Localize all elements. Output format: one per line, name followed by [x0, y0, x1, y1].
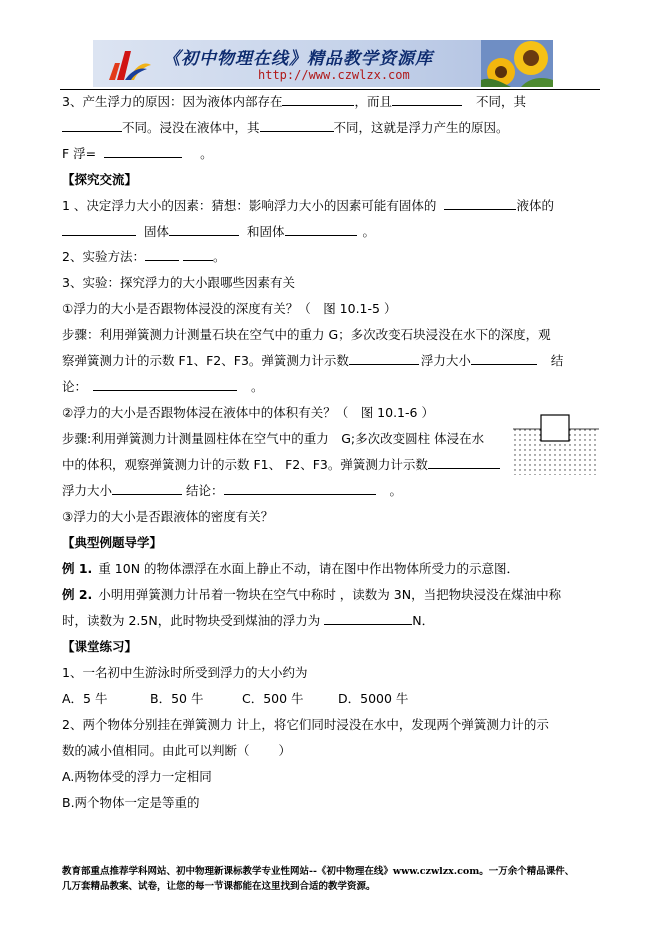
footer-line-2: 几万套精品教案、试卷，让您的每一节课都能在这里找到合适的教学资源。 — [62, 881, 376, 892]
sub1-title: ①浮力的大小是否跟物体浸没的深度有关？（ 图 10.1-5 ） — [62, 301, 397, 316]
explore-text: 液体的 — [516, 198, 554, 213]
fill-blank — [104, 145, 182, 158]
sub1-text: 察弹簧测力计的示数 F1、F2、F3。弹簧测力计示数 — [62, 353, 349, 368]
explore-text: 和固体 — [247, 224, 285, 239]
option-b: B．50 牛 — [150, 691, 204, 706]
fill-blank — [285, 223, 357, 236]
explore-text: 。 — [362, 224, 376, 239]
practice-q2-option-b: B.两个物体一定是等重的 — [62, 795, 200, 810]
fill-blank — [392, 93, 462, 106]
fill-blank — [62, 119, 122, 132]
header-rule — [60, 89, 600, 90]
fill-blank — [260, 119, 334, 132]
example-text: N． — [412, 613, 435, 628]
sub3-title: ③浮力的大小是否跟液体的密度有关？ — [62, 509, 274, 524]
banner-title: 《初中物理在线》精品教学资源库 — [163, 49, 433, 69]
sub2-steps-1: 步骤:利用弹簧测力计测量圆柱体在空气中的重力 G;多次改变圆柱 体浸在水 — [62, 431, 485, 446]
practice-q2: 2、两个物体分别挂在弹簧测力 计上，将它们同时浸没在水中，发现两个弹簧测力计的示 — [62, 717, 549, 732]
sub2-text: 。 — [389, 483, 403, 498]
practice-q2-cont: 数的减小值相同。由此可以判断（ ） — [62, 743, 291, 758]
practice-q1-options — [62, 690, 408, 708]
q3-text: 不同，其 — [475, 94, 526, 109]
explore-text: 。 — [212, 249, 226, 264]
q3-text: 不同。浸没在液体中，其 — [122, 120, 260, 135]
section-heading: 【课堂练习】 — [62, 639, 138, 654]
example-2 — [62, 586, 561, 604]
explore-item-3: 3、实验：探究浮力的大小跟哪些因素有关 — [62, 275, 295, 290]
q3-line-2 — [62, 119, 509, 137]
fill-blank — [183, 248, 213, 261]
fill-blank — [444, 197, 516, 210]
practice-q1: 1、一名初中生游泳时所受到浮力的大小约为 — [62, 665, 308, 680]
sub1-steps-2 — [62, 352, 563, 370]
practice-q2-option-a: A.两物体受的浮力一定相同 — [62, 769, 212, 784]
option-d: D．5000 牛 — [338, 691, 409, 706]
q3-text: 3、产生浮力的原因：因为液体内部存在 — [62, 94, 283, 109]
explore-item-1 — [62, 197, 554, 215]
fill-blank — [324, 612, 412, 625]
example-text: 小明用弹簧测力计吊着一物块在空气中称时 ，读数为 3N，当把物块浸没在煤油中称 — [98, 587, 562, 602]
sub2-steps-2 — [62, 456, 500, 474]
sub2-text: 中的体积，观察弹簧测力计的示数 F1、 F2、F3。弹簧测力计示数 — [62, 457, 428, 472]
sub1-steps-1: 步骤：利用弹簧测力计测量石块在空气中的重力 G；多次改变石块浸没在水下的深度，观 — [62, 327, 551, 342]
sub1-text: 。 — [251, 379, 264, 394]
fill-blank — [471, 352, 537, 365]
page-footer — [62, 864, 602, 894]
q3-text: ，而且 — [354, 94, 392, 109]
explore-text: 固体 — [144, 224, 170, 239]
fill-blank — [349, 352, 419, 365]
example-label: 例 2. — [62, 587, 93, 602]
q3-line-1 — [62, 93, 526, 111]
sub2-title: ②浮力的大小是否跟物体浸在液体中的体积有关？（ 图 10.1-6 ） — [62, 405, 434, 420]
q3-text: 。 — [200, 146, 213, 161]
section-heading: 【探究交流】 — [62, 172, 138, 187]
fill-blank — [93, 378, 237, 391]
example-text: 重 10N 的物体漂浮在水面上静止不动，请在图中作出物体所受力的示意图． — [98, 561, 520, 576]
sub2-text: 结论： — [186, 483, 224, 498]
sub1-steps-3 — [62, 378, 264, 396]
section-heading: 【典型例题导学】 — [62, 535, 163, 550]
example-text: 时，读数为 2.5N，此时物块受到煤油的浮力为 — [62, 613, 321, 628]
option-c: C．500 牛 — [242, 691, 304, 706]
fill-blank — [169, 223, 239, 236]
fill-blank — [112, 482, 182, 495]
example-1 — [62, 560, 519, 578]
cylinder-in-water-figure — [513, 413, 599, 475]
sub2-text: 浮力大小 — [62, 483, 113, 498]
explore-item-2 — [62, 248, 225, 266]
footer-line-1: 教育部重点推荐学科网站、初中物理新课标教学专业性网站--《初中物理在线》www.czwlzx.com。一万余个精品课件、 — [62, 866, 575, 877]
fill-blank — [62, 223, 136, 236]
czwlzx-logo-icon — [103, 45, 153, 85]
fill-blank — [428, 456, 500, 469]
sub1-text: 浮力大小 — [420, 353, 471, 368]
q3-text: F 浮= — [62, 146, 97, 161]
banner-url: http://www.czwlzx.com — [258, 68, 410, 82]
option-a: A．5 牛 — [62, 691, 108, 706]
explore-text: 2、实验方法： — [62, 249, 145, 264]
explore-text: 1 、决定浮力大小的因素：猜想：影响浮力大小的因素可能有固体的 — [62, 198, 437, 213]
example-2-cont — [62, 612, 434, 630]
sub1-text: 结 — [550, 353, 564, 368]
fill-blank — [282, 93, 354, 106]
explore-item-1-cont — [62, 223, 375, 241]
sub1-text: 论： — [62, 379, 88, 394]
fill-blank — [145, 248, 179, 261]
header-banner — [93, 40, 553, 87]
example-label: 例 1. — [62, 561, 93, 576]
q3-line-3 — [62, 145, 213, 163]
q3-text: 不同，这就是浮力产生的原因。 — [333, 120, 509, 135]
fill-blank — [224, 482, 376, 495]
sub2-steps-3 — [62, 482, 402, 500]
sunflower-icon — [481, 40, 553, 87]
